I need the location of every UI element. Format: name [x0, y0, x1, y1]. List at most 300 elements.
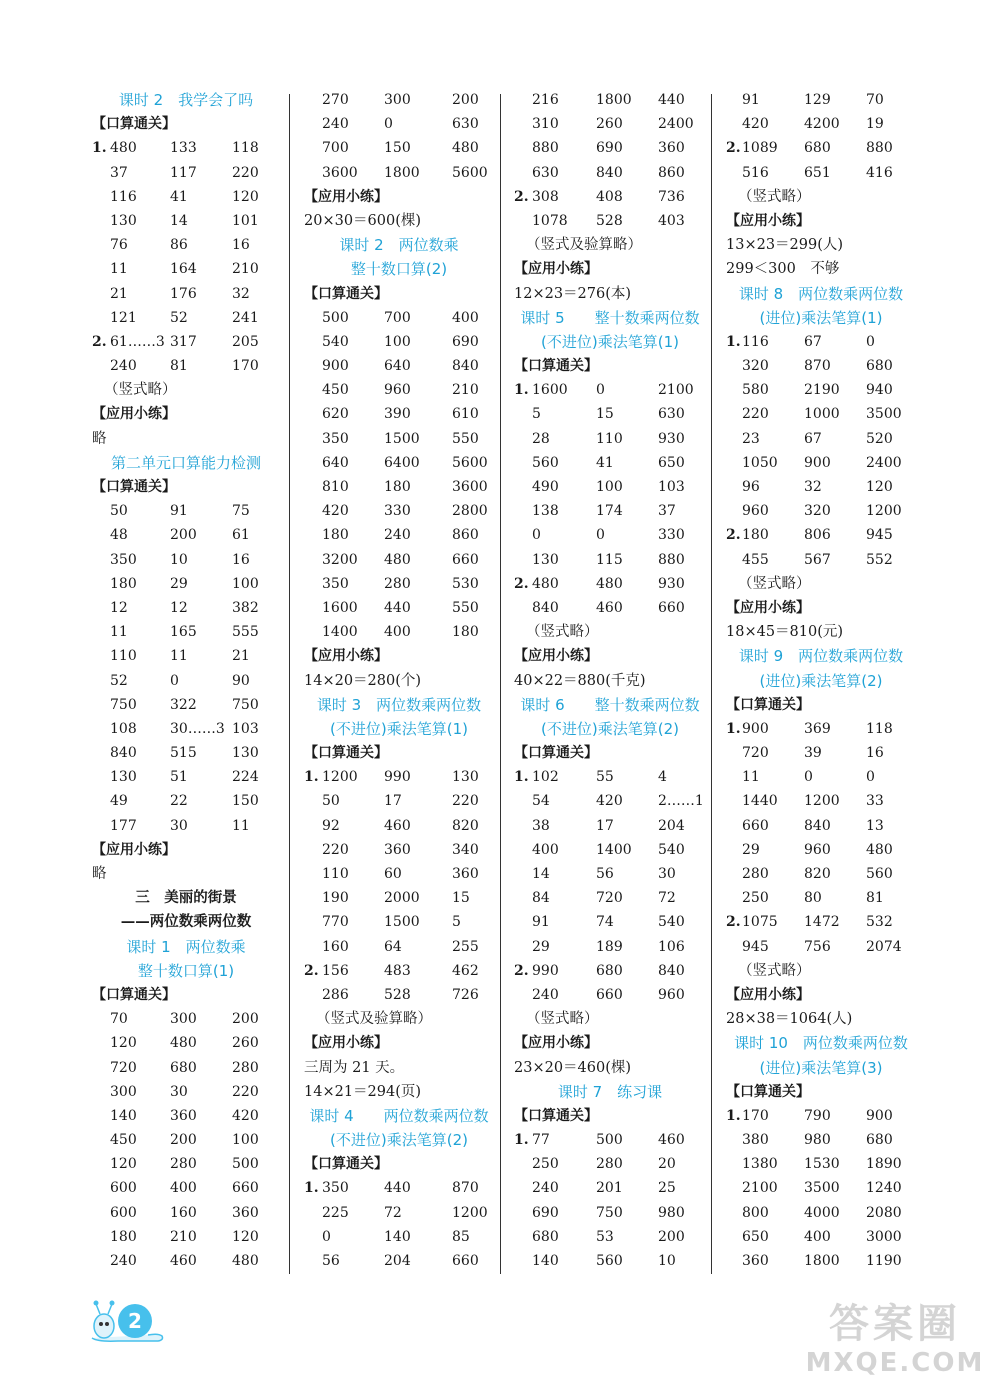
answer-row	[304, 814, 494, 838]
answer-value: 118	[232, 140, 259, 157]
lesson-title	[726, 306, 916, 330]
section-heading-text: 【口算通关】	[304, 745, 388, 762]
answer-value: 117	[170, 164, 197, 181]
answer-value: 960	[658, 986, 685, 1003]
answer-value: 92	[322, 817, 340, 834]
answer-value: 1400	[596, 841, 632, 858]
answer-value: 560	[596, 1253, 623, 1269]
answer-row	[514, 1152, 706, 1176]
answer-text-text: 28×38＝1064(人)	[726, 1011, 853, 1028]
answer-value: 0	[596, 382, 605, 399]
lesson-title-text: 课时 3 两位数乘两位数	[316, 695, 482, 714]
answer-text	[304, 1056, 494, 1080]
answer-value: 340	[452, 841, 479, 858]
answer-value: 16	[232, 237, 250, 254]
answer-text	[514, 669, 706, 693]
answer-value: 91	[742, 92, 760, 108]
answer-value: 14	[532, 866, 550, 882]
answer-value: 67	[804, 333, 822, 350]
answer-value: 1500	[384, 914, 420, 931]
answer-row	[92, 1225, 280, 1249]
column-divider	[289, 94, 290, 1274]
answer-row	[726, 717, 916, 741]
answer-row	[514, 814, 706, 838]
answer-value: 2……1	[658, 793, 704, 810]
answer-value: 660	[232, 1180, 259, 1197]
answer-value: 530	[452, 575, 479, 592]
answer-value: 726	[452, 986, 479, 1003]
answer-row	[304, 161, 494, 185]
answer-text-text: ——两位数乘两位数	[120, 913, 252, 931]
answer-value: 56	[322, 1253, 340, 1269]
answer-value: 1000	[804, 406, 840, 423]
answer-text-text: 18×45＝810(元)	[726, 624, 844, 641]
answer-value: 1050	[742, 454, 778, 471]
answer-row	[514, 427, 706, 451]
answer-value: 15	[452, 890, 470, 907]
answer-value: 650	[742, 1228, 769, 1245]
answer-value: 54	[532, 793, 550, 810]
answer-value: 400	[804, 1228, 831, 1245]
answer-value: 32	[232, 285, 250, 302]
answer-row	[92, 1176, 280, 1200]
answer-value: 90	[232, 672, 250, 689]
answer-value: 220	[322, 841, 349, 858]
answer-value: 13	[866, 817, 884, 834]
answer-value: 500	[322, 309, 349, 326]
answer-value: 260	[596, 116, 623, 133]
answer-value: 990	[532, 962, 559, 979]
answer-value: 736	[658, 188, 685, 205]
answer-value: 960	[742, 503, 769, 520]
answer-value: 540	[322, 333, 349, 350]
answer-value: 11	[170, 648, 188, 665]
answer-row	[514, 209, 706, 233]
answer-row	[304, 451, 494, 475]
lesson-title	[92, 959, 280, 983]
answer-row	[514, 523, 706, 547]
answer-value: 189	[596, 938, 623, 955]
answer-value: 10	[170, 551, 188, 568]
answer-value: 61……3	[110, 333, 165, 350]
answer-value: 130	[452, 769, 479, 786]
answer-value: 280	[596, 1156, 623, 1173]
answer-value: 210	[170, 1228, 197, 1245]
answer-value: 1500	[384, 430, 420, 447]
answer-text-text: （竖式略）	[738, 962, 811, 979]
answer-value: 5	[532, 406, 541, 423]
answer-value: 630	[532, 164, 559, 181]
answer-value: 350	[110, 551, 137, 568]
answer-value: 156	[322, 962, 349, 979]
answer-value: 1800	[804, 1253, 840, 1269]
answer-row	[726, 161, 916, 185]
question-number: 2.	[514, 962, 529, 979]
answer-text-text: 299＜300 不够	[726, 261, 840, 278]
answer-value: 81	[866, 890, 884, 907]
answer-row	[726, 112, 916, 136]
answer-value: 0	[170, 672, 179, 689]
answer-row	[304, 572, 494, 596]
question-number: 1.	[514, 1132, 529, 1149]
answer-value: 660	[596, 986, 623, 1003]
answer-value: 70	[866, 92, 884, 108]
answer-value: 240	[110, 358, 137, 375]
answer-value: 550	[452, 430, 479, 447]
answer-value: 416	[866, 164, 893, 181]
answer-value: 0	[384, 116, 393, 133]
answer-value: 900	[322, 358, 349, 375]
answer-row	[304, 306, 494, 330]
answer-value: 180	[452, 624, 479, 641]
answer-row	[726, 88, 916, 112]
answer-row	[92, 1007, 280, 1031]
answer-row	[92, 282, 280, 306]
lesson-title-text: 课时 1 两位数乘	[126, 937, 246, 956]
answer-row	[514, 378, 706, 402]
answer-value: 286	[322, 986, 349, 1003]
answer-value: 30	[170, 1083, 188, 1100]
section-heading-text: 【应用小练】	[726, 986, 810, 1003]
answer-value: 1190	[866, 1253, 902, 1269]
answer-value: 330	[658, 527, 685, 544]
answer-row	[726, 548, 916, 572]
answer-row	[514, 161, 706, 185]
answer-value: 220	[232, 1083, 259, 1100]
answer-text-text: （竖式略）	[526, 624, 599, 641]
answer-value: 308	[532, 188, 559, 205]
section-heading	[92, 402, 280, 426]
answer-row	[304, 548, 494, 572]
answer-value: 0	[596, 527, 605, 544]
answer-text	[726, 959, 916, 983]
answer-value: 3600	[322, 164, 358, 181]
answer-value: 15	[596, 406, 614, 423]
answer-value: 1078	[532, 212, 568, 229]
answer-row	[726, 330, 916, 354]
answer-value: 100	[384, 333, 411, 350]
section-heading	[92, 112, 280, 136]
answer-value: 210	[232, 261, 259, 278]
section-heading-text: 【口算通关】	[304, 1156, 388, 1173]
lesson-title	[304, 1104, 494, 1128]
answer-value: 52	[110, 672, 128, 689]
answer-text	[514, 282, 706, 306]
answer-value: 552	[866, 551, 893, 568]
answer-text-text: 14×20＝280(个)	[304, 672, 422, 689]
answer-value: 990	[384, 769, 411, 786]
answer-value: 400	[532, 841, 559, 858]
answer-value: 580	[742, 382, 769, 399]
answer-value: 138	[532, 503, 559, 520]
answer-text	[514, 1007, 706, 1031]
answer-row	[92, 1080, 280, 1104]
answer-row	[304, 427, 494, 451]
answer-text-text: 12×23＝276(本)	[514, 285, 632, 302]
answer-value: 450	[110, 1132, 137, 1149]
answer-value: 750	[596, 1204, 623, 1221]
answer-value: 1075	[742, 914, 778, 931]
answer-row	[92, 209, 280, 233]
answer-row	[514, 838, 706, 862]
answer-value: 630	[452, 116, 479, 133]
answer-value: 0	[866, 333, 875, 350]
answer-value: 115	[596, 551, 623, 568]
lesson-title-text: 课时 10 两位数乘两位数	[734, 1034, 908, 1053]
answer-value: 72	[658, 890, 676, 907]
answer-row	[92, 1031, 280, 1055]
answer-row	[726, 765, 916, 789]
question-number: 2.	[514, 575, 529, 592]
answer-value: 3500	[866, 406, 902, 423]
section-heading	[514, 257, 706, 281]
answer-row	[726, 1176, 916, 1200]
answer-value: 39	[804, 745, 822, 762]
answer-value: 360	[384, 841, 411, 858]
answer-value: 490	[532, 479, 559, 495]
answer-row	[514, 596, 706, 620]
answer-row	[92, 354, 280, 378]
answer-value: 240	[110, 1253, 137, 1269]
answer-column-1	[92, 88, 280, 1273]
answer-row	[514, 112, 706, 136]
answer-value: 369	[804, 720, 831, 737]
answer-row	[92, 1128, 280, 1152]
lesson-title	[304, 257, 494, 281]
answer-row	[92, 233, 280, 257]
section-heading-text: 【口算通关】	[726, 1083, 810, 1100]
answer-value: 980	[804, 1132, 831, 1149]
lesson-title-text: 课时 7 练习课	[557, 1082, 663, 1101]
answer-value: 860	[658, 164, 685, 181]
answer-value: 330	[384, 503, 411, 520]
answer-value: 360	[170, 1107, 197, 1124]
answer-value: 130	[110, 212, 137, 229]
answer-row	[304, 378, 494, 402]
answer-value: 500	[232, 1156, 259, 1173]
answer-row	[304, 838, 494, 862]
answer-row	[92, 644, 280, 668]
answer-value: 180	[322, 527, 349, 544]
answer-value: 160	[322, 938, 349, 955]
answer-value: 0	[322, 1228, 331, 1245]
answer-value: 690	[452, 333, 479, 350]
answer-value: 1380	[742, 1156, 778, 1173]
answer-text	[726, 257, 916, 281]
answer-value: 76	[110, 237, 128, 254]
answer-row	[726, 354, 916, 378]
answer-row	[304, 88, 494, 112]
question-number: 1.	[514, 769, 529, 786]
answer-value: 81	[170, 358, 188, 375]
answer-value: 28	[532, 430, 550, 447]
answer-value: 280	[170, 1156, 197, 1173]
answer-row	[726, 427, 916, 451]
answer-value: 255	[452, 938, 479, 955]
section-heading	[726, 596, 916, 620]
lesson-title	[304, 1128, 494, 1152]
answer-row	[92, 765, 280, 789]
answer-value: 2080	[866, 1204, 902, 1221]
answer-value: 680	[532, 1228, 559, 1245]
answer-value: 680	[866, 358, 893, 375]
answer-value: 1440	[742, 793, 778, 810]
answer-value: 960	[384, 382, 411, 399]
answer-value: 610	[452, 406, 479, 423]
answer-value: 880	[658, 551, 685, 568]
answer-row	[92, 717, 280, 741]
answer-value: 3600	[452, 479, 488, 495]
answer-row	[304, 1176, 494, 1200]
answer-value: 1800	[596, 92, 632, 108]
answer-value: 880	[866, 140, 893, 157]
answer-value: 980	[658, 1204, 685, 1221]
answer-value: 840	[658, 962, 685, 979]
answer-value: 870	[452, 1180, 479, 1197]
answer-value: 420	[232, 1107, 259, 1124]
lesson-title	[514, 717, 706, 741]
answer-row	[304, 1225, 494, 1249]
answer-value: 23	[742, 430, 760, 447]
answer-value: 74	[596, 914, 614, 931]
answer-value: 870	[804, 358, 831, 375]
lesson-title-text: (进位)乘法笔算(1)	[759, 308, 883, 327]
answer-column-2	[304, 88, 494, 1273]
answer-row	[514, 402, 706, 426]
answer-column-3	[514, 88, 706, 1273]
answer-value: 280	[384, 575, 411, 592]
answer-value: 75	[232, 503, 250, 520]
answer-value: 320	[742, 358, 769, 375]
section-heading-text: 【口算通关】	[514, 1107, 598, 1124]
answer-text	[92, 910, 280, 934]
answer-value: 177	[110, 817, 137, 834]
answer-value: 1200	[452, 1204, 488, 1221]
answer-value: 820	[804, 866, 831, 882]
answer-value: 201	[596, 1180, 623, 1197]
answer-text-text: （竖式略）	[738, 188, 811, 205]
answer-value: 52	[170, 309, 188, 326]
answer-value: 116	[110, 188, 137, 205]
answer-value: 650	[658, 454, 685, 471]
section-heading	[304, 1031, 494, 1055]
answer-value: 174	[596, 503, 623, 520]
answer-row	[92, 572, 280, 596]
answer-value: 1200	[322, 769, 358, 786]
answer-row	[514, 862, 706, 886]
answer-row	[92, 693, 280, 717]
answer-value: 567	[804, 551, 831, 568]
answer-value: 225	[322, 1204, 349, 1221]
lesson-title-text: 整十数口算(2)	[350, 260, 448, 279]
answer-value: 21	[232, 648, 250, 665]
answer-row	[92, 185, 280, 209]
section-heading	[726, 983, 916, 1007]
answer-row	[514, 910, 706, 934]
answer-value: 55	[596, 769, 614, 786]
answer-row	[92, 1249, 280, 1273]
answer-value: 220	[232, 164, 259, 181]
lesson-title	[726, 644, 916, 668]
answer-text-text: （竖式略）	[738, 575, 811, 592]
answer-row	[92, 814, 280, 838]
answer-value: 50	[110, 503, 128, 520]
lesson-title-text: 课时 6 整十数乘两位数	[520, 695, 700, 714]
answer-value: 1089	[742, 140, 778, 157]
answer-value: 100	[596, 479, 623, 495]
answer-value: 440	[384, 1180, 411, 1197]
answer-value: 550	[452, 599, 479, 616]
answer-value: 515	[170, 745, 197, 762]
watermark-line-1: 答案圈	[829, 1301, 961, 1347]
answer-value: 720	[742, 745, 769, 762]
answer-value: 120	[110, 1035, 137, 1052]
answer-row	[726, 1225, 916, 1249]
answer-value: 690	[596, 140, 623, 157]
answer-value: 210	[452, 382, 479, 399]
section-heading-text: 【应用小练】	[514, 648, 598, 665]
question-number: 1.	[726, 720, 741, 737]
answer-value: 480	[384, 551, 411, 568]
answer-value: 940	[866, 382, 893, 399]
answer-value: 29	[532, 938, 550, 955]
answer-value: 360	[658, 140, 685, 157]
answer-value: 200	[170, 527, 197, 544]
answer-value: 5600	[452, 454, 488, 471]
answer-value: 121	[110, 309, 137, 326]
answer-row	[514, 1225, 706, 1249]
answer-value: 103	[658, 479, 685, 495]
answer-value: 680	[170, 1059, 197, 1076]
answer-value: 840	[452, 358, 479, 375]
answer-value: 3200	[322, 551, 358, 568]
answer-row	[726, 378, 916, 402]
answer-text-text: 13×23＝299(人)	[726, 237, 844, 254]
answer-value: 130	[110, 769, 137, 786]
lesson-title	[92, 935, 280, 959]
answer-value: 528	[384, 986, 411, 1003]
answer-text	[726, 572, 916, 596]
answer-value: 67	[804, 430, 822, 447]
answer-value: 770	[322, 914, 349, 931]
answer-value: 945	[866, 527, 893, 544]
section-heading-text: 【口算通关】	[304, 285, 388, 302]
answer-value: 790	[804, 1107, 831, 1124]
answer-text-text: 23×20＝460(棵)	[514, 1059, 632, 1076]
watermark-line-2: MXQE.COM	[805, 1348, 985, 1378]
answer-value: 0	[532, 527, 541, 544]
answer-value: 204	[384, 1253, 411, 1269]
column-divider	[500, 94, 501, 1274]
answer-value: 750	[232, 696, 259, 713]
lesson-title-text: (进位)乘法笔算(2)	[759, 671, 883, 690]
answer-value: 480	[532, 575, 559, 592]
answer-row	[726, 1152, 916, 1176]
answer-row	[514, 1249, 706, 1273]
section-heading-text: 【应用小练】	[514, 261, 598, 278]
answer-value: 240	[384, 527, 411, 544]
answer-value: 100	[232, 1132, 259, 1149]
answer-value: 660	[452, 1253, 479, 1269]
answer-row	[92, 1201, 280, 1225]
answer-value: 37	[658, 503, 676, 520]
answer-value: 5600	[452, 164, 488, 181]
answer-value: 101	[232, 212, 259, 229]
answer-value: 14	[170, 212, 188, 229]
answer-value: 3500	[804, 1180, 840, 1197]
answer-text	[92, 862, 280, 886]
answer-value: 108	[110, 720, 137, 737]
